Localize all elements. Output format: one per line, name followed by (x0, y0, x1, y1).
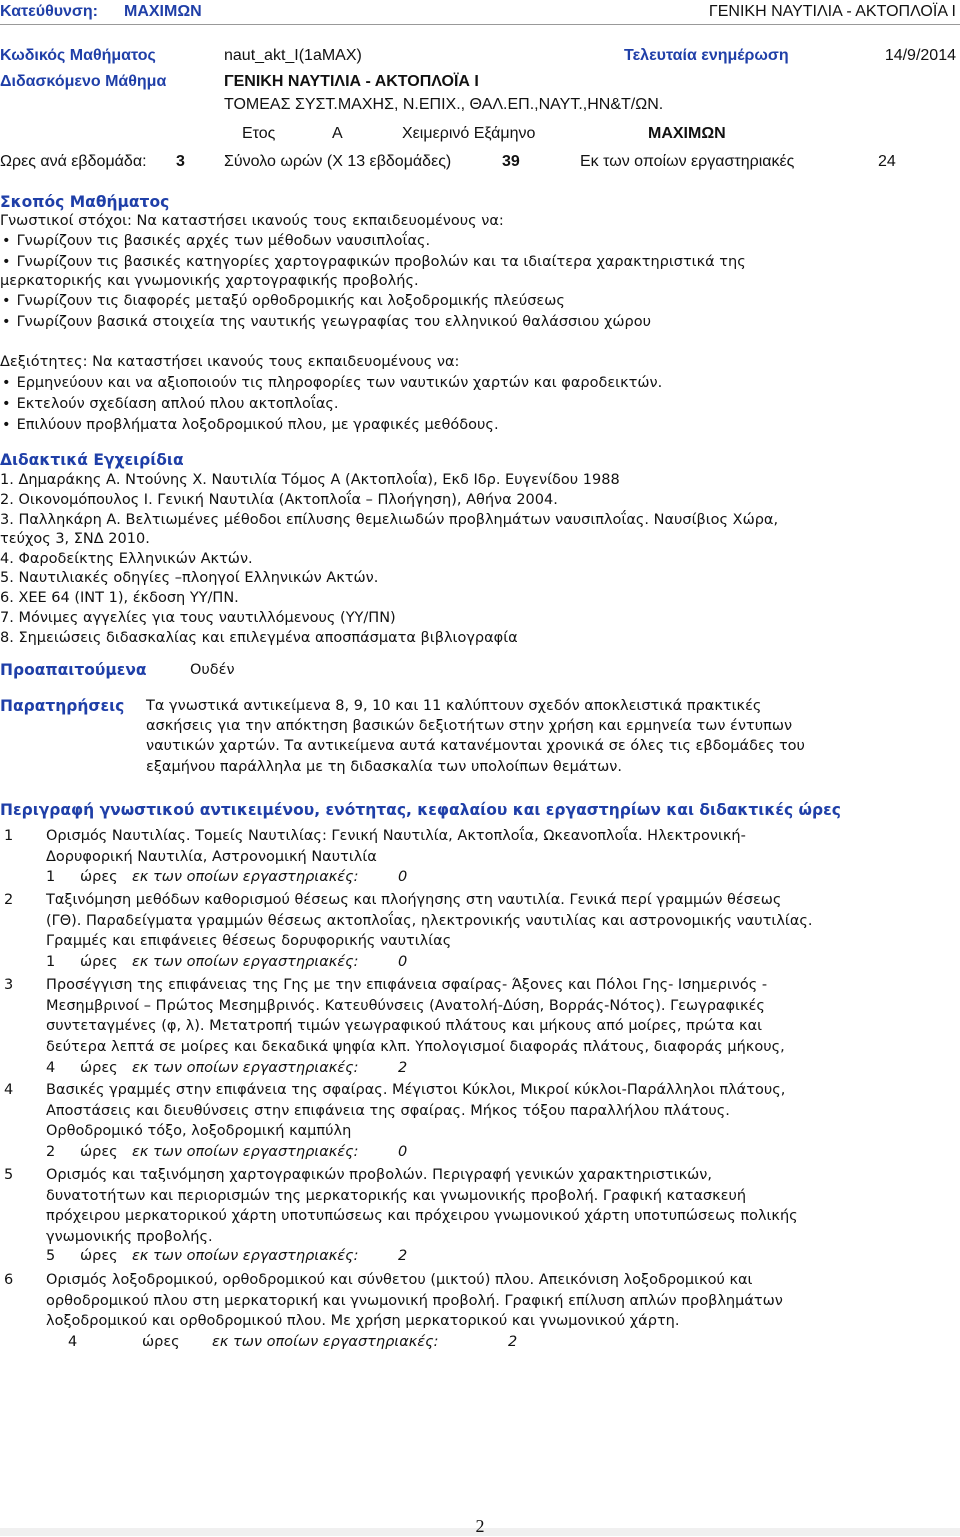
unit-description-line: δυνατοτήτων και περιορισμών της μερκατορικής και γνωμονικής προβολή. Γραφική κατασκευή (46, 1187, 747, 1204)
unit-number: 1 (4, 828, 14, 844)
unit-description-line: δεύτερα λεπτά σε μοίρες και δεκαδικά ψηφία κλπ. Υπολογισμοί διαφοράς πλάτους, διαφοράς μήκους, (46, 1038, 785, 1055)
unit-description-line: λοξοδρομικού και ορθοδρομικού πλου. Με χρήση μερκατορικού και γνωμονικού χάρτη. (46, 1313, 680, 1329)
skill-item: • Επιλύουν προβλήματα λοξοδρομικού πλου, με γραφικές μεθόδους. (2, 415, 499, 435)
cognitive-item: • Γνωρίζουν τις βασικές κατηγορίες χαρτογραφικών προβολών και τα ιδιαίτερα χαρακτηριστικά της (2, 252, 746, 272)
unit-hours-word: ώρες (80, 869, 118, 885)
unit-description-line: Μεσημβρινοί – Πρώτος Μεσημβρινός. Κατευθύνσεις (Ανατολή-Δύση, Βορράς-Νότος). Γεωγραφικές (46, 997, 765, 1014)
unit-description-line: Ορισμός λοξοδρομικού, ορθοδρομικού και σύνθετου (μικτού) πλου. Απεικόνιση λοξοδρομικού και (46, 1272, 753, 1288)
skill-item: • Εκτελούν σχεδίαση απλού πλου ακτοπλοΐας. (2, 394, 339, 414)
unit-description-line: Ορισμός και ταξινόμηση χαρτογραφικών προβολών. Περιγραφή γενικών χαρακτηριστικών, (46, 1167, 713, 1183)
direction-label: Κατεύθυνση: (0, 3, 98, 20)
skills-intro: Δεξιότητες: Να καταστήσει ικανούς τους εκπαιδευομένους να: (0, 354, 460, 370)
unit-number: 6 (4, 1272, 14, 1288)
unit-lab-value: 0 (398, 954, 408, 970)
page-number: 2 (475, 1516, 485, 1536)
unit-hours-word: ώρες (142, 1334, 180, 1350)
textbook-item: 5. Ναυτιλιακές οδηγίες –πλοηγοί Ελληνικών Ακτών. (0, 570, 379, 586)
unit-hours-value: 4 (46, 1060, 56, 1076)
unit-description-line: συντεταγμένες (φ, λ). Μετατροπή τιμών γεωγραφικού πλάτους και μήκους από μοίρες, πρώτα και (46, 1018, 763, 1034)
unit-lab-value: 2 (508, 1334, 518, 1350)
header-course-title: ΓΕΝΙΚΗ ΝΑΥΤΙΛΙΑ - ΑΚΤΟΠΛΟΪΑ Ι (708, 3, 956, 20)
unit-lab-value: 2 (398, 1248, 408, 1264)
year-label: Ετος (242, 125, 276, 142)
unit-description-line: ορθοδρομικού πλου στη μερκατορική και γνωμονική προβολή. Γραφική επίλυση απλών προβλημάτων (46, 1292, 783, 1309)
unit-lab-phrase: εκ των οποίων εργαστηριακές: (212, 1334, 439, 1350)
unit-description-line: Ταξινόμηση μεθόδων καθορισμού θέσεως και πλοήγησης στη ναυτιλία. Γενικά περί γραμμών θέσεως (46, 892, 782, 908)
unit-number: 3 (4, 977, 14, 993)
course-code-value: naut_akt_I(1aMAX) (224, 47, 362, 64)
last-update-label: Τελευταία ενημέρωση (624, 47, 789, 64)
prerequisites-value: Ουδέν (190, 662, 235, 678)
textbook-item-continued: τεύχος 3, ΣΝΔ 2010. (0, 531, 150, 547)
unit-number: 2 (4, 892, 14, 908)
unit-lab-phrase: εκ των οποίων εργαστηριακές: (132, 954, 359, 970)
cognitive-intro: Γνωστικοί στόχοι: Να καταστήσει ικανούς τους εκπαιδευομένους να: (0, 213, 504, 229)
hours-week-label: Ωρες ανά εβδομάδα: (0, 153, 147, 170)
year-value: Α (332, 125, 343, 142)
unit-hours-word: ώρες (80, 954, 118, 970)
cognitive-item: • Γνωρίζουν τις διαφορές μεταξύ ορθοδρομικής και λοξοδρομικής πλεύσεως (2, 291, 565, 311)
textbook-item: 8. Σημειώσεις διδασκαλίας και επιλεγμένα αποσπάσματα βιβλιογραφία (0, 630, 518, 646)
textbook-item: 7. Μόνιμες αγγελίες για τους ναυτιλλόμενους (ΥΥ/ΠΝ) (0, 610, 396, 626)
units-heading: Περιγραφή γνωστικού αντικειμένου, ενότητας, κεφαλαίου και εργαστηρίων και διδακτικές ώρες (0, 801, 841, 819)
direction: ΜΑΧΙΜΩΝ (648, 125, 726, 142)
textbook-item: 1. Δημαράκης Α. Ντούνης Χ. Ναυτιλία Τόμος Α (Ακτοπλοΐα), Εκδ Ιδρ. Ευγενίδου 1988 (0, 472, 620, 488)
hours-week-value: 3 (176, 153, 185, 170)
remarks-line: Τα γνωστικά αντικείμενα 8, 9, 10 και 11 καλύπτουν σχεδόν αποκλειστικά πρακτικές (146, 698, 762, 714)
course-code-label: Κωδικός Μαθήματος (0, 47, 156, 64)
unit-description-line: πρόχειρου μερκατορικού χάρτη υποτυπώσεως και πρόχειρου γνωμονικού χάρτη υποτυπώσεως πολικής (46, 1208, 798, 1224)
remarks-line: ασκήσεις για την απόκτηση βασικών δεξιοτήτων στην χρήση και ερμηνεία των έντυπων (146, 718, 793, 734)
unit-description-line: Γραμμές και επιφάνειες θέσεως δορυφορικής ναυτιλίας (46, 933, 452, 949)
cognitive-item: • Γνωρίζουν βασικά στοιχεία της ναυτικής γεωγραφίας του ελληνικού θαλάσσιου χώρου (2, 312, 651, 332)
unit-lab-phrase: εκ των οποίων εργαστηριακές: (132, 1060, 359, 1076)
unit-hours-word: ώρες (80, 1144, 118, 1160)
unit-description-line: γνωμονικής προβολής. (46, 1228, 213, 1245)
unit-lab-phrase: εκ των οποίων εργαστηριακές: (132, 1248, 359, 1264)
textbook-item: 2. Οικονομόπουλος Ι. Γενική Ναυτιλία (Ακτοπλοΐα – Πλοήγηση), Αθήνα 2004. (0, 492, 558, 508)
total-hours-value: 39 (502, 153, 520, 170)
unit-lab-value: 0 (398, 1144, 408, 1160)
lab-hours-value: 24 (878, 153, 896, 170)
unit-description-line: Προσέγγιση της επιφάνειας της Γης με την επιφάνεια σφαίρας- Άξονες και Πόλοι Γης- Ισημερινός - (46, 977, 768, 993)
unit-hours-word: ώρες (80, 1248, 118, 1264)
purpose-heading: Σκοπός Μαθήματος (0, 193, 170, 211)
unit-description-line: Βασικές γραμμές στην επιφάνεια της σφαίρας. Μέγιστοι Κύκλοι, Μικροί κύκλοι-Παράλληλοι πλάτους, (46, 1082, 786, 1098)
unit-number: 4 (4, 1082, 14, 1098)
unit-lab-value: 2 (398, 1060, 408, 1076)
remarks-line: ναυτικών χαρτών. Τα αντικείμενα αυτά κατανέμονται χρονικά σε όλες τις εβδομάδες του (146, 738, 805, 754)
textbooks-heading: Διδακτικά Εγχειρίδια (0, 451, 184, 469)
cognitive-item: • Γνωρίζουν τις βασικές αρχές των μέθοδων ναυσιπλοΐας. (2, 231, 430, 251)
direction-value: ΜΑΧΙΜΩΝ (124, 3, 202, 20)
skill-item: • Ερμηνεύουν και να αξιοποιούν τις πληροφορίες των ναυτικών χαρτών και φαροδεικτών. (2, 373, 662, 393)
remarks-line: εξαμήνου παράλληλα με τη διδασκαλία των υπολοίπων θεμάτων. (146, 759, 622, 775)
last-update-value: 14/9/2014 (884, 47, 956, 64)
prerequisites-label: Προαπαιτούμενα (0, 661, 147, 679)
unit-hours-word: ώρες (80, 1060, 118, 1076)
textbook-item: 3. Παλληκάρη Α. Βελτιωμένες μέθοδοι επίλυσης θεμελιωδών προβλημάτων ναυσιπλοΐας. Ναυσίβιος Χώρα, (0, 512, 779, 528)
unit-description-line: Ορισμός Ναυτιλίας. Τομείς Ναυτιλίας: Γενική Ναυτιλία, Ακτοπλοΐα, Ωκεανοπλοΐα. Ηλεκτρονική- (46, 828, 746, 844)
remarks-label: Παρατηρήσεις (0, 697, 125, 715)
unit-description-line: (ΓΘ). Παραδείγματα γραμμών θέσεως ακτοπλοΐας, ηλεκτρονικής ναυτιλίας και αστρονομικής ναυτιλίας. (46, 912, 813, 929)
unit-description-line: Ορθοδρομικό τόξο, λοξοδρομική καμπύλη (46, 1123, 352, 1139)
unit-lab-value: 0 (398, 869, 408, 885)
textbook-item: 4. Φαροδείκτης Ελληνικών Ακτών. (0, 551, 253, 567)
cognitive-item-continued: μερκατορικής και γνωμονικής χαρτογραφικής προβολής. (0, 273, 419, 289)
unit-hours-value: 1 (46, 954, 56, 970)
unit-description-line: Δορυφορική Ναυτιλία, Αστρονομική Ναυτιλία (46, 848, 377, 865)
taught-course-value: ΓΕΝΙΚΗ ΝΑΥΤΙΛΙΑ - ΑΚΤΟΠΛΟΪΑ Ι (224, 73, 479, 90)
sector: ΤΟΜΕΑΣ ΣΥΣΤ.ΜΑΧΗΣ, Ν.ΕΠΙΧ., ΘΑΛ.ΕΠ.,ΝΑΥΤ.,ΗΝ&Τ/ΩΝ. (224, 96, 664, 113)
unit-lab-phrase: εκ των οποίων εργαστηριακές: (132, 869, 359, 885)
unit-hours-value: 4 (68, 1334, 78, 1350)
taught-course-label: Διδασκόμενο Μάθημα (0, 73, 167, 90)
unit-hours-value: 5 (46, 1248, 56, 1264)
lab-hours-label: Εκ των οποίων εργαστηριακές (580, 153, 795, 170)
unit-hours-value: 2 (46, 1144, 56, 1160)
textbook-item: 6. ΧΕΕ 64 (INT 1), έκδοση ΥΥ/ΠΝ. (0, 590, 239, 606)
unit-number: 5 (4, 1167, 14, 1183)
semester: Χειμερινό Εξάμηνο (402, 125, 536, 142)
total-hours-label: Σύνολο ωρών (Χ 13 εβδομάδες) (224, 153, 452, 170)
unit-lab-phrase: εκ των οποίων εργαστηριακές: (132, 1144, 359, 1160)
unit-description-line: Αποστάσεις και διευθύνσεις στην επιφάνεια της σφαίρας. Μήκος τόξου παραλλήλου πλάτους. (46, 1102, 730, 1119)
unit-hours-value: 1 (46, 869, 56, 885)
